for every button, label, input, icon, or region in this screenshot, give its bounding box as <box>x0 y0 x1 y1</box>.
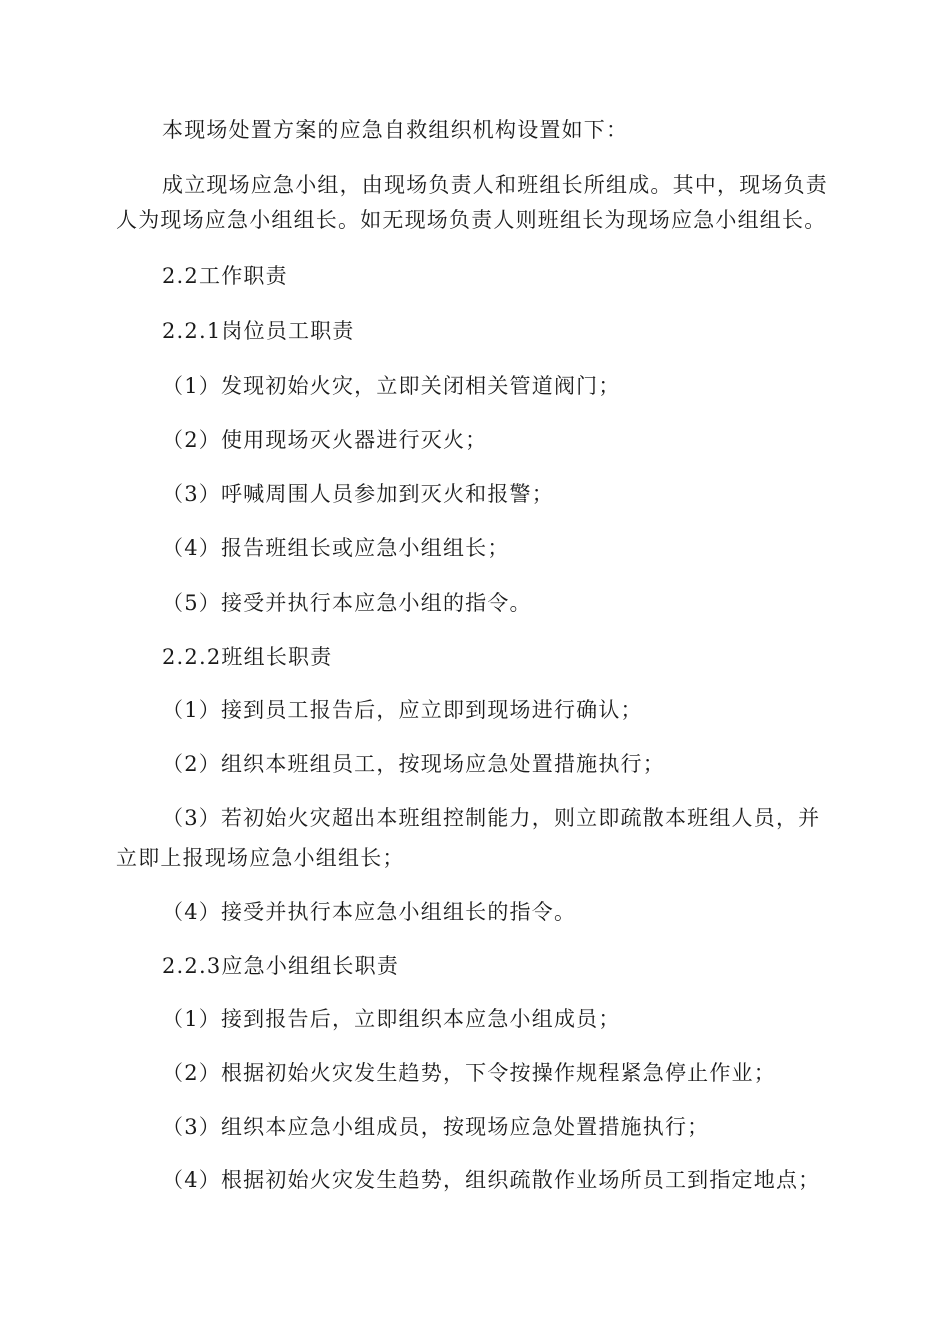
list-item: （5）接受并执行本应急小组的指令。 <box>162 591 532 615</box>
list-item: （3）若初始火灾超出本班组控制能力，则立即疏散本班组人员，并 <box>162 806 821 830</box>
section-heading-2-2-1: 2.2.1岗位员工职责 <box>162 319 355 343</box>
intro-paragraph: 本现场处置方案的应急自救组织机构设置如下： <box>162 118 629 142</box>
group-paragraph-line-1: 成立现场应急小组，由现场负责人和班组长所组成。其中，现场负责 <box>162 173 828 197</box>
list-item: （4）报告班组长或应急小组组长； <box>162 536 510 560</box>
list-item: （1）接到报告后，立即组织本应急小组成员； <box>162 1007 621 1031</box>
list-item: （1）发现初始火灾，立即关闭相关管道阀门； <box>162 374 621 398</box>
list-item: （2）根据初始火灾发生趋势，下令按操作规程紧急停止作业； <box>162 1061 776 1085</box>
list-item: （2）组织本班组员工，按现场应急处置措施执行； <box>162 752 665 776</box>
list-item: （3）组织本应急小组成员，按现场应急处置措施执行； <box>162 1115 710 1139</box>
list-item: （3）呼喊周围人员参加到灭火和报警； <box>162 482 554 506</box>
group-paragraph-line-2: 人为现场应急小组组长。如无现场负责人则班组长为现场应急小组组长。 <box>116 208 827 232</box>
section-heading-2-2-3: 2.2.3应急小组组长职责 <box>162 954 400 978</box>
list-item: （1）接到员工报告后，应立即到现场进行确认； <box>162 698 643 722</box>
list-item: （4）接受并执行本应急小组组长的指令。 <box>162 900 577 924</box>
section-heading-2-2-2: 2.2.2班组长职责 <box>162 645 333 669</box>
list-item: （4）根据初始火灾发生趋势，组织疏散作业场所员工到指定地点； <box>162 1168 821 1192</box>
section-heading-2-2: 2.2工作职责 <box>162 264 288 288</box>
list-item: （2）使用现场灭火器进行灭火； <box>162 428 488 452</box>
list-item-continuation: 立即上报现场应急小组组长； <box>116 846 405 870</box>
